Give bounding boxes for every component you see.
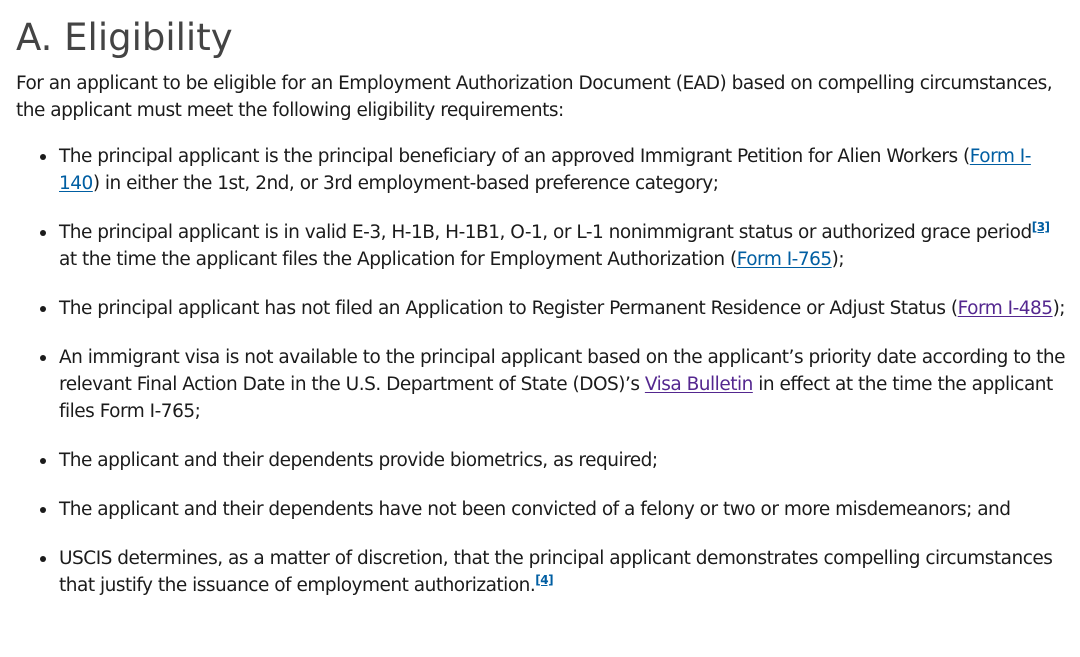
requirements-list xyxy=(16,143,1066,599)
list-item xyxy=(59,295,1066,322)
list-item xyxy=(59,143,1066,197)
item-text: ); xyxy=(1052,298,1066,319)
item-text: The applicant and their dependents have not been convicted of a felony or two or more misdemeanors; and xyxy=(59,499,1011,520)
form-i765-link[interactable]: Form I-765 xyxy=(736,249,832,270)
item-text: USCIS determines, as a matter of discretion, that the principal applicant demonstrates compelling circumstances that justify the issuance of employment authorization. xyxy=(59,548,1053,596)
item-text: An immigrant visa is not available to the principal applicant based on the applicant’s priority date according to the relevant Final Action Date in the U.S. Department of State (DOS)’s xyxy=(59,347,1066,395)
item-text: The principal applicant is the principal beneficiary of an approved Immigrant Petition for Alien Workers ( xyxy=(59,146,970,167)
list-item xyxy=(59,496,1066,523)
footnote-marker xyxy=(535,573,553,587)
item-text: in effect at the time the applicant files Form I-765; xyxy=(59,374,1053,422)
form-i140-link[interactable]: Form I-140 xyxy=(59,146,1031,194)
footnote-marker xyxy=(1032,220,1050,234)
form-i485-link[interactable]: Form I-485 xyxy=(957,298,1053,319)
visa-bulletin-link[interactable]: Visa Bulletin xyxy=(644,374,753,395)
list-item xyxy=(59,344,1066,425)
footnote-3-link[interactable]: [3] xyxy=(1031,220,1050,234)
item-text: The principal applicant is in valid E-3, H-1B, H-1B1, O-1, or L-1 nonimmigrant status or authorized grace period xyxy=(59,222,1032,243)
item-text: ); xyxy=(831,249,845,270)
item-text: at the time the applicant files the Application for Employment Authorization ( xyxy=(59,249,737,270)
list-item xyxy=(59,219,1066,273)
section-heading: A. Eligibility xyxy=(16,16,233,59)
list-item xyxy=(59,447,1066,474)
intro-paragraph: For an applicant to be eligible for an Employment Authorization Document (EAD) based on compelling circumstances, the applicant must meet the following eligibility requirements: xyxy=(16,73,1053,121)
footnote-4-link[interactable]: [4] xyxy=(535,573,554,587)
item-text: The applicant and their dependents provide biometrics, as required; xyxy=(59,450,658,471)
list-item xyxy=(59,545,1066,599)
item-text: ) in either the 1st, 2nd, or 3rd employment-based preference category; xyxy=(92,173,719,194)
item-text: The principal applicant has not filed an Application to Register Permanent Residence or Adjust Status ( xyxy=(59,298,958,319)
